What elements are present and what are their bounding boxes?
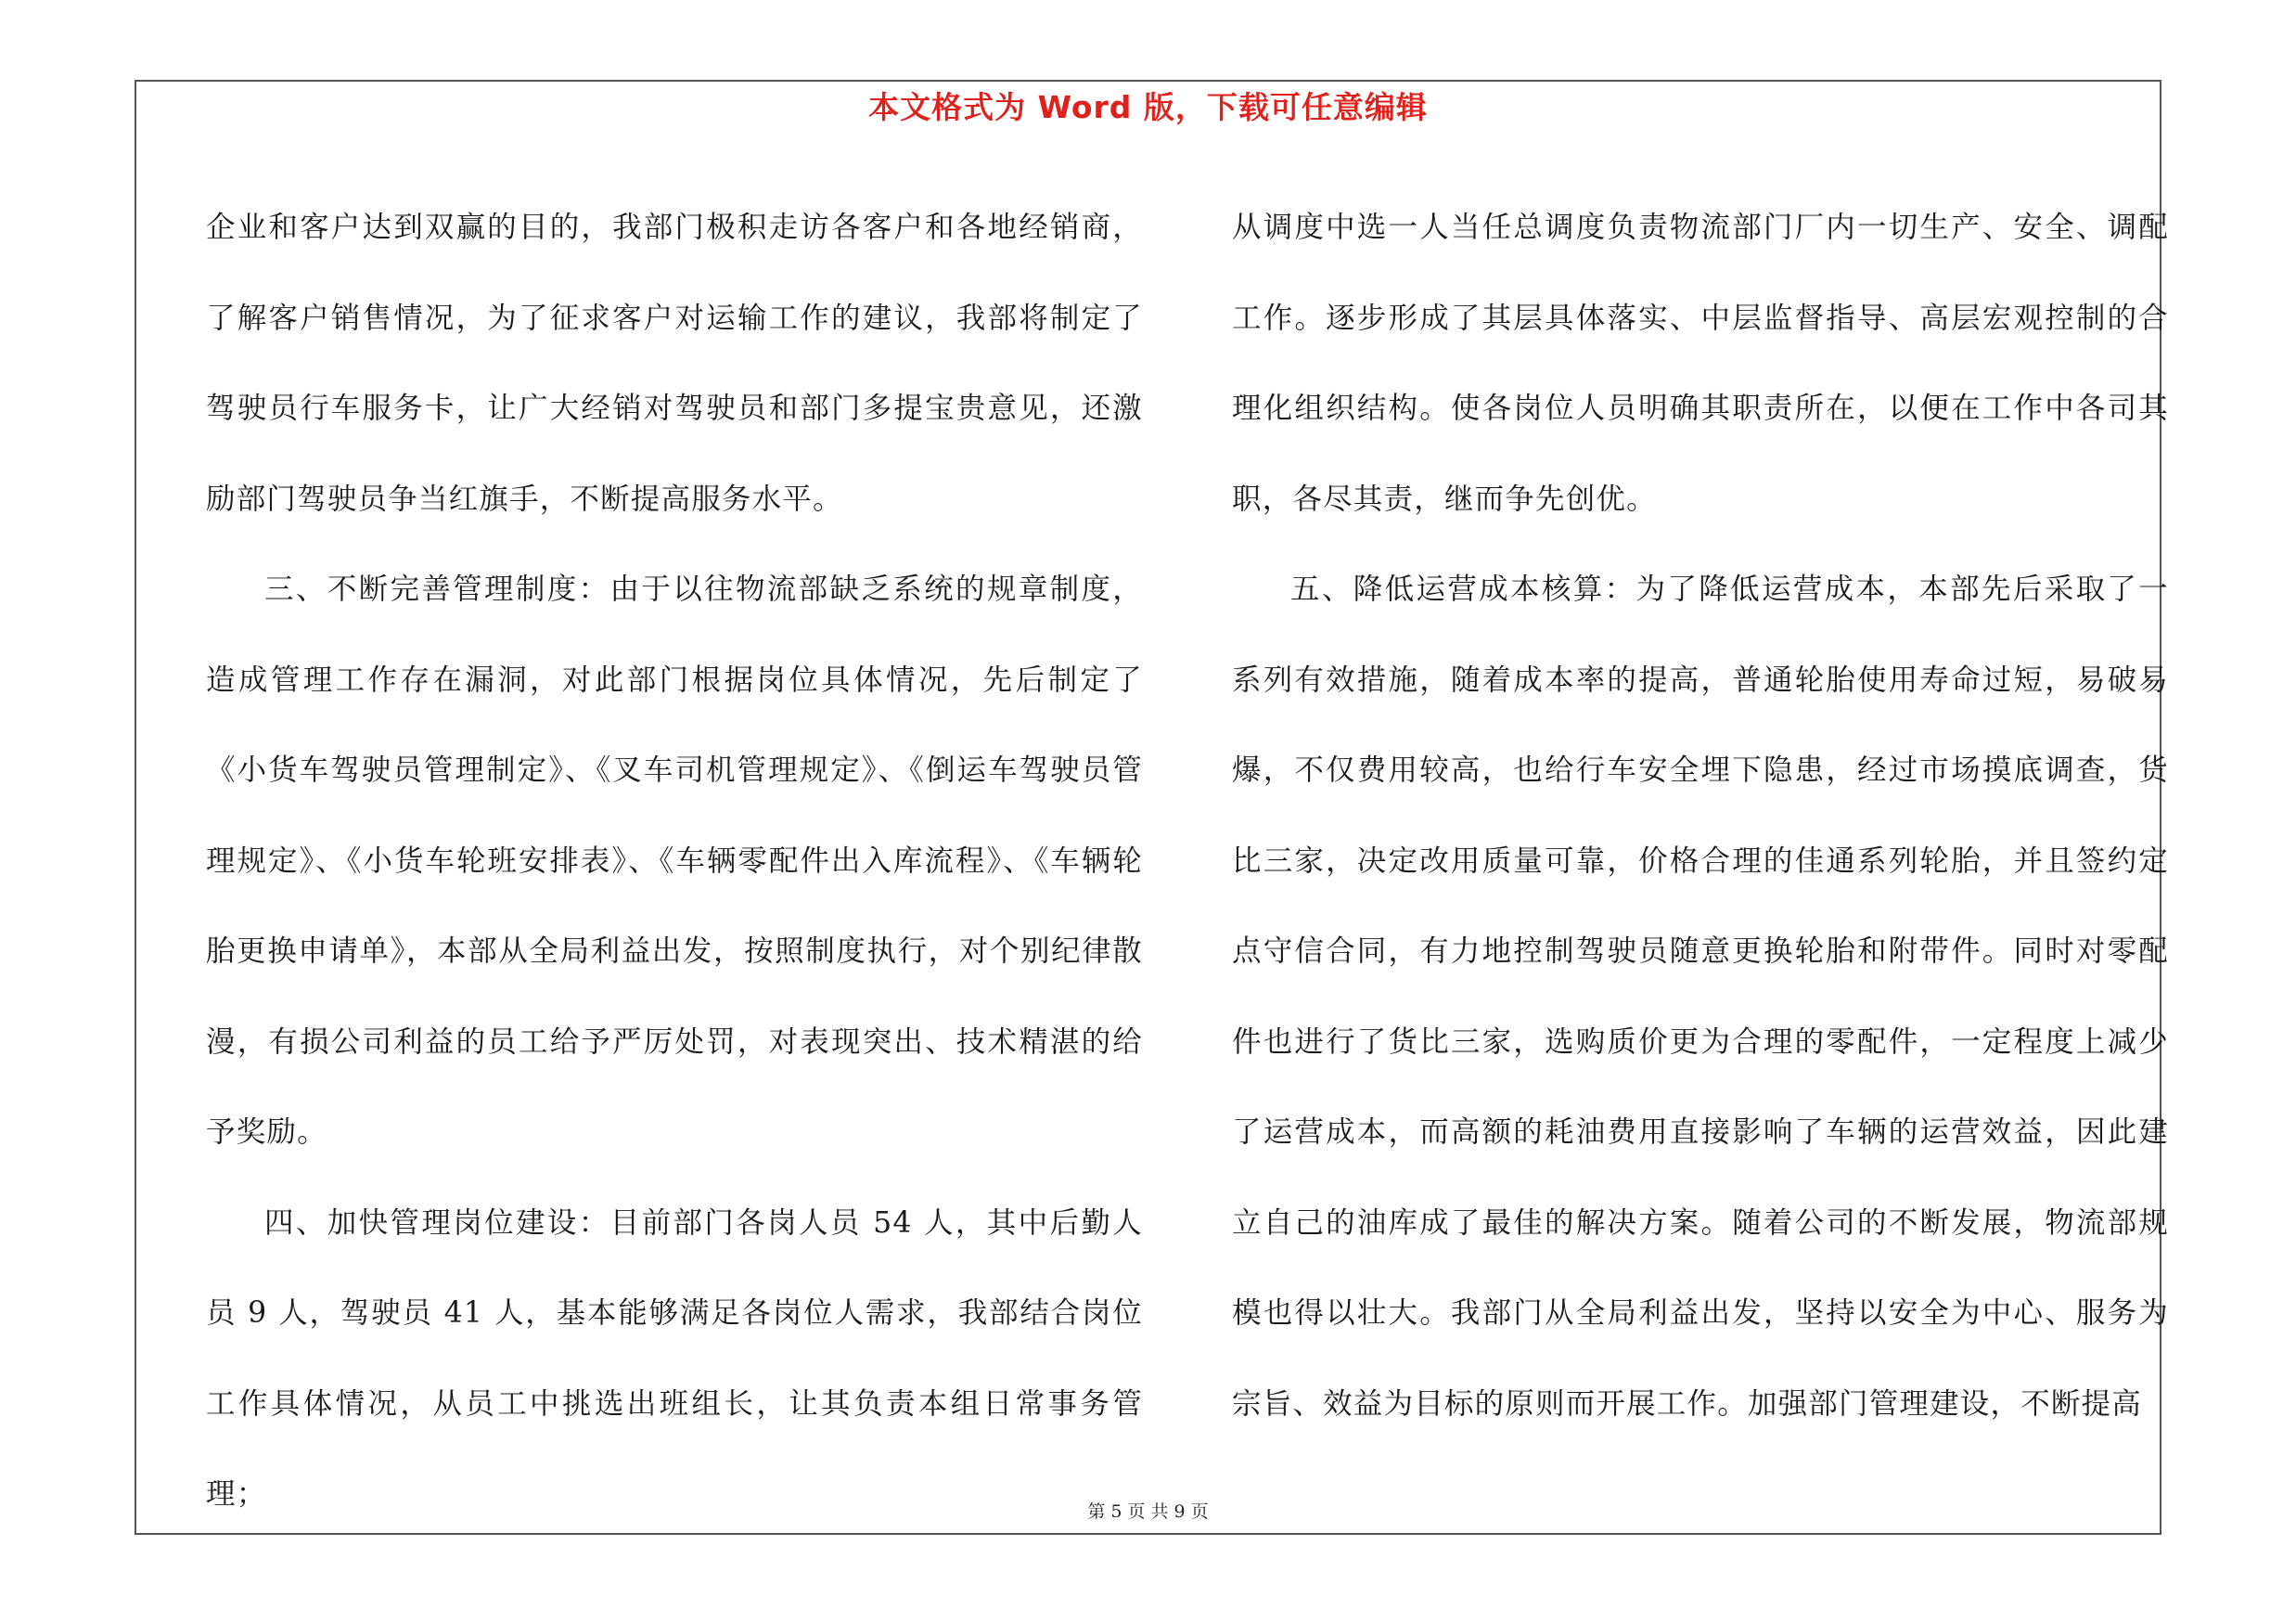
paragraph-continuation: 企业和客户达到双赢的目的，我部门极积走访各客户和各地经销商，了解客户销售情况，为了征求客户对运输工作的建议，我部将制定了驾驶员行车服务卡，让广大经销对驾驶员和部门多提宝贵意见，还激励部门驾驶员争当红旗手，不断提高服务水平。 — [206, 211, 1143, 516]
paragraph-cost-reduction: 五、降低运营成本核算：为了降低运营成本，本部先后采取了一系列有效措施，随着成本率的提高，普通轮胎使用寿命过短，易破易爆，不仅费用较高，也给行车安全埋下隐患，经过市场摸底调查，货比三家，决定改用质量可靠，价格合理的佳通系列轮胎，并且签约定点守信合同，有力地控制驾驶员随意更换轮胎和附带件。同时对零配件也进行了货比三家，选购质价更为合理的零配件，一定程度上减少了运营成本，而高额的耗油费用直接影响了车辆的运营效益，因此建立自己的油库成了最佳的解决方案。随着公司的不断发展，物流部规模也得以壮大。我部门从全局利益出发，坚持以安全为中心、服务为宗旨、效益为目标的原则而开展工作。加强部门管理建设，不断提高 — [1232, 573, 2169, 1421]
paragraph-dispatch: 从调度中选一人当任总调度负责物流部门厂内一切生产、安全、调配工作。逐步形成了其层具体落实、中层监督指导、高层宏观控制的合理化组织结构。使各岗位人员明确其职责所在，以便在工作中各司其职，各尽其责，继而争先创优。 — [1232, 211, 2169, 516]
left-text-column — [206, 183, 1143, 1540]
format-banner: 本文格式为 Word 版，下载可任意编辑 — [868, 89, 1428, 125]
paragraph-management-rules: 三、不断完善管理制度：由于以往物流部缺乏系统的规章制度，造成管理工作存在漏洞，对此部门根据岗位具体情况，先后制定了《小货车驾驶员管理制定》、《叉车司机管理规定》、《倒运车驾驶员管理规定》、《小货车轮班安排表》、《车辆零配件出入库流程》、《车辆轮胎更换申请单》，本部从全局利益出发，按照制度执行，对个别纪律散漫，有损公司利益的员工给予严厉处罚，对表现突出、技术精湛的给予奖励。 — [206, 573, 1143, 1149]
paragraph-post-building: 四、加快管理岗位建设：目前部门各岗人员 54 人，其中后勤人员 9 人，驾驶员 41 人，基本能够满足各岗位人需求，我部结合岗位工作具体情况，从员工中挑选出班组长，让其负责本组日常事务管理； — [206, 1205, 1143, 1511]
page-number: 第 5 页 共 9 页 — [1087, 1501, 1209, 1522]
right-text-column — [1232, 183, 2169, 1449]
